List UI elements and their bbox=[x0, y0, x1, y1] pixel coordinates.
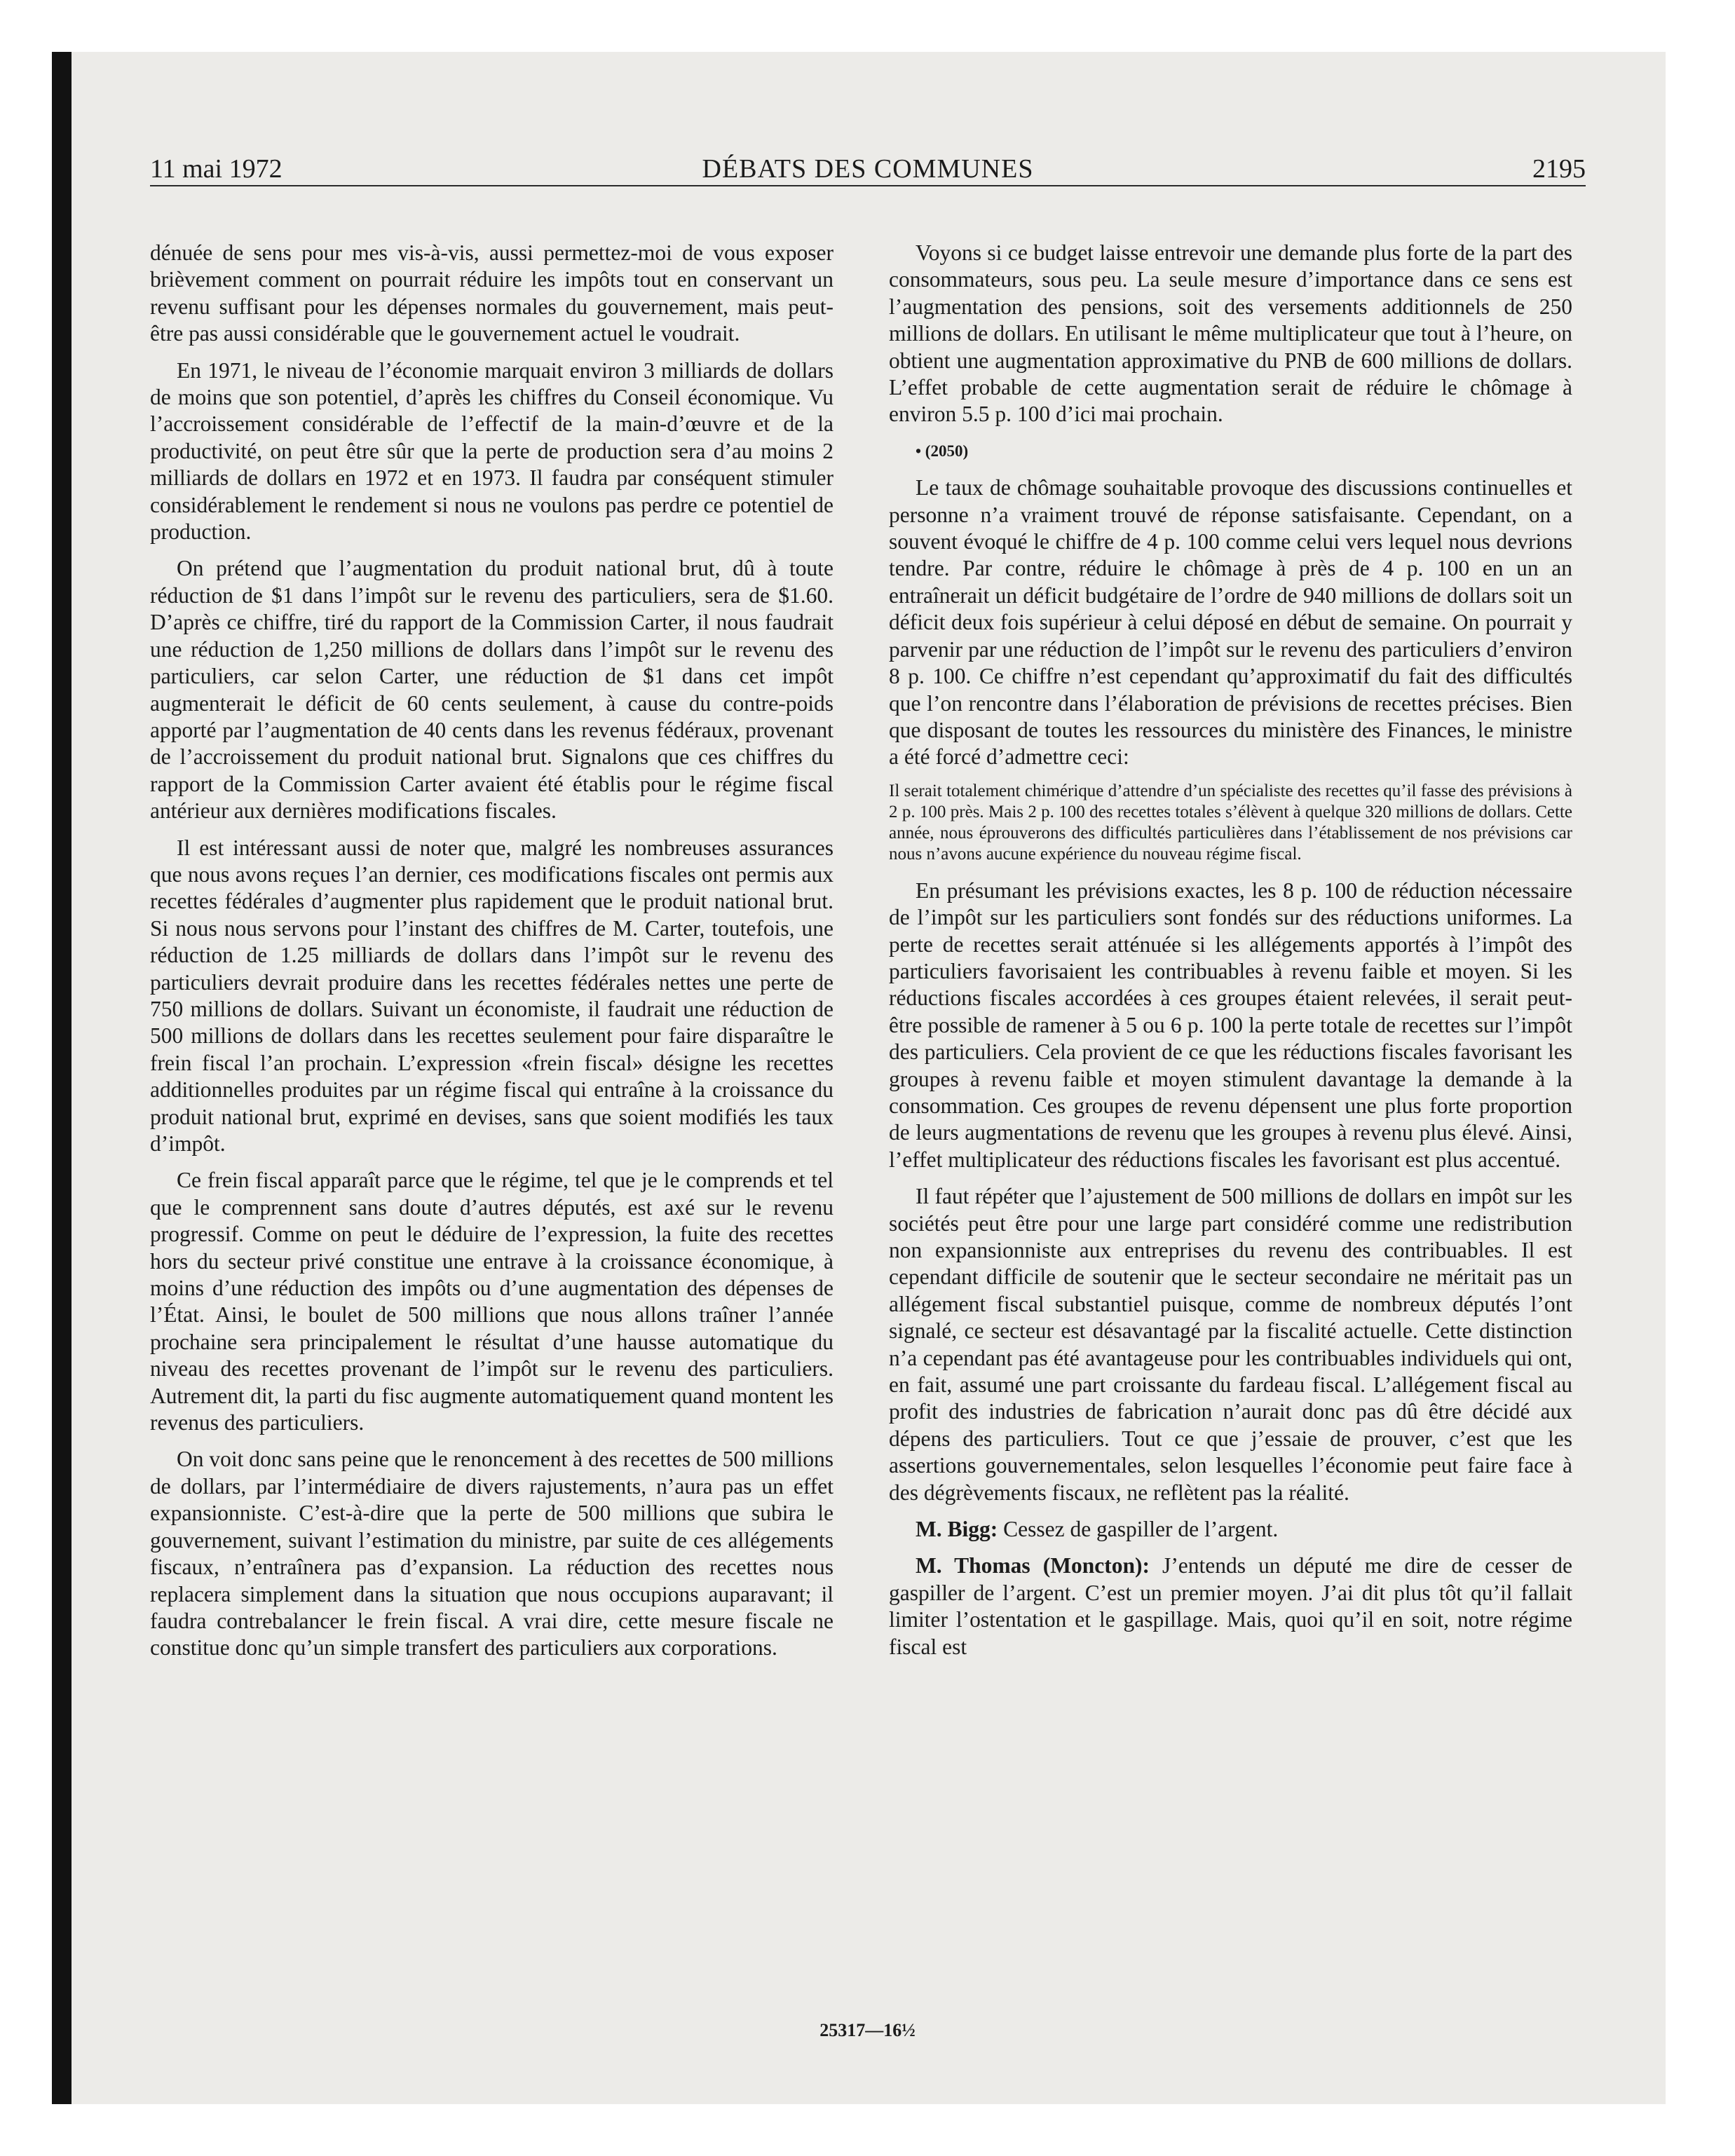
page-footer-signature: 25317—16½ bbox=[819, 2020, 916, 2040]
left-column bbox=[150, 240, 834, 1672]
time-marker: • (2050) bbox=[916, 442, 969, 460]
paragraph: dénuée de sens pour mes vis-à-vis, aussi permettez-moi de vous exposer brièvement comment on pourrait réduire les impôts tout en conservant un revenu suffisant pour les dépenses normales du gouvernement, mais peut-être pas aussi considérable que le gouvernement actuel le voudrait. bbox=[150, 240, 834, 346]
speaker-name: M. Thomas (Moncton): bbox=[916, 1553, 1150, 1578]
speech bbox=[889, 1553, 1572, 1660]
paragraph: Le taux de chômage souhaitable provoque des discussions continuelles et personne n’a vraiment trouvé de réponse satisfaisante. Cependant, on a souvent évoqué le chiffre de 4 p. 100 comme celui vers lequel nous devrions tendre. Par contre, réduire le chômage à près de 4 p. 100 en un an entraînerait un déficit budgétaire de l’ordre de 940 millions de dollars soit un déficit deux fois supérieur à celui déposé en début de semaine. On pourrait y parvenir par une réduction de l’impôt sur le revenu des particuliers d’environ 8 p. 100. Ce chiffre n’est cependant qu’approximatif du fait des difficultés que l’on rencontre dans l’élaboration de prévisions de recettes précises. Bien que disposant de toutes les ressources du ministère des Finances, le ministre a été forcé d’admettre ceci: bbox=[889, 475, 1572, 770]
speech-text: J’entends un député me dire de cesser de gaspiller de l’argent. C’est un premier moyen. J’ai dit plus tôt qu’il fallait limiter l’ostentation et le gaspillage. Mais, quoi qu’il en soit, notre régime fiscal est bbox=[889, 1553, 1572, 1659]
header-date: 11 mai 1972 bbox=[150, 154, 283, 184]
paragraph: Il faut répéter que l’ajustement de 500 millions de dollars en impôt sur les sociétés peut être pour une large part considéré comme une redistribution non expansionniste aux entreprises du revenu des contribuables. Il est cependant difficile de soutenir que le secteur secondaire ne méritait pas un allégement fiscal substantiel puisque, comme de nombreux députés l’ont signalé, ce secteur est désavantagé par la fiscalité actuelle. Cette distinction n’a cependant pas été avantageuse pour les contribuables individuels qui ont, en fait, assumé une part croissante du fardeau fiscal. L’allégement fiscal au profit des industries de fabrication n’aurait donc pas dû être décidé aux dépens des particuliers. Tout ce que j’essaie de prouver, c’est que les assertions gouvernementales, selon lesquelles l’économie peut faire face à des dégrèvements fiscaux, ne reflètent pas la réalité. bbox=[889, 1184, 1572, 1505]
paragraph: Voyons si ce budget laisse entrevoir une demande plus forte de la part des consommateurs, sous peu. La seule mesure d’importance dans ce sens est l’augmentation des pensions, soit des versements additionnels de 250 millions de dollars. En utilisant le même multiplicateur que tout à l’heure, on obtient une augmentation approximative du PNB de 600 millions de dollars. L’effet probable de cette augmentation serait de réduire le chômage à environ 5.5 p. 100 d’ici mai prochain. bbox=[889, 240, 1572, 427]
paragraph: Il est intéressant aussi de noter que, malgré les nombreuses assurances que nous avons reçues l’an dernier, ces modifications fiscales ont permis aux recettes fédérales d’augmenter plus rapidement que le produit national brut. Si nous nous servons pour l’instant des chiffres de M. Carter, toutefois, une réduction de 1.25 milliards de dollars dans l’impôt sur le revenu des particuliers devrait produire dans les recettes fédérales nettes une perte de 750 millions de dollars. Suivant un économiste, il faudrait une réduction de 500 millions de dollars dans les recettes seulement pour faire disparaître le frein fiscal l’an prochain. L’expression «frein fiscal» désigne les recettes additionnelles produites par un régime fiscal qui entraîne à la croissance du produit national brut, exprimé en devises, sans que soient modifiés les taux d’impôt. bbox=[150, 835, 834, 1156]
page-number: 2195 bbox=[1532, 154, 1586, 184]
speech bbox=[889, 1516, 1572, 1543]
paragraph: En 1971, le niveau de l’économie marquait environ 3 milliards de dollars de moins que son potentiel, d’après les chiffres du Conseil économique. Vu l’accroissement considérable de l’effectif de la main-d’œuvre et de la productivité, on peut être sûr que la perte de production sera d’au moins 2 milliards de dollars en 1972 et en 1973. Il faudra par conséquent stimuler considérablement le rendement si nous ne voulons pas perdre ce potentiel de production. bbox=[150, 357, 834, 545]
header-title: DÉBATS DES COMMUNES bbox=[702, 154, 1034, 184]
block-quote: Il serait totalement chimérique d’attendre d’un spécialiste des recettes qu’il fasse des prévisions à 2 p. 100 près. Mais 2 p. 100 des recettes totales s’élèvent à quelque 320 millions de dollars. Cette année, nous éprouverons des difficultés particulières dans l’établissement de nos prévisions car nous n’avons aucune expérience du nouveau régime fiscal. bbox=[889, 781, 1572, 864]
paragraph: Ce frein fiscal apparaît parce que le régime, tel que je le comprends et tel que le comprennent sans doute d’autres députés, est axé sur le revenu progressif. Comme on peut le déduire de l’expression, la fuite des recettes hors du secteur privé constitue une entrave à la croissance économique, à moins d’une réduction des impôts ou d’une augmentation des dépenses de l’État. Ainsi, le boulet de 500 millions que nous allons traîner l’année prochaine sera principalement le résultat d’une hausse automatique du niveau des recettes provenant de l’impôt sur le revenu des particuliers. Autrement dit, la parti du fisc augmente automatiquement quand montent les revenus des particuliers. bbox=[150, 1168, 834, 1435]
page-header bbox=[150, 151, 1586, 186]
paragraph: En présumant les prévisions exactes, les 8 p. 100 de réduction nécessaire de l’impôt sur les particuliers sont fondés sur des réductions uniformes. La perte de recettes serait atténuée si les allégements apportés à l’impôt des particuliers favorisaient les contribuables à revenu faible et moyen. Si les réductions fiscales accordées à ces groupes étaient relevées, il serait peut-être possible de ramener à 5 ou 6 p. 100 la perte totale de recettes sur l’impôt des particuliers. Cela provient de ce que les réductions fiscales favorisant les groupes à revenu faible et moyen stimulent davantage la demande à la consommation. Ces groupes de revenu dépensent une plus forte proportion de leurs augmentations de revenu que les groupes à revenu plus élevé. Ainsi, l’effet multiplicateur des réductions fiscales les favorisant est plus accentué. bbox=[889, 878, 1572, 1172]
speech-text: Cessez de gaspiller de l’argent. bbox=[998, 1517, 1279, 1542]
binding-edge bbox=[52, 52, 72, 2104]
paragraph: On prétend que l’augmentation du produit national brut, dû à toute réduction de $1 dans l’impôt sur le revenu des particuliers, sera de $1.60. D’après ce chiffre, tiré du rapport de la Commission Carter, il nous faudrait une réduction de 1,250 millions de dollars dans l’impôt sur le revenu des particuliers, car selon Carter, une réduction de $1 dans cet impôt augmenterait le déficit de 60 cents seulement, à cause du contre-poids apporté par l’augmentation de 40 cents dans les revenus fédéraux, provenant de l’accroissement du produit national brut. Signalons que ces chiffres du rapport de la Commission Carter avaient été établis pour le régime fiscal antérieur aux dernières modifications fiscales. bbox=[150, 556, 834, 824]
speaker-name: M. Bigg: bbox=[916, 1517, 998, 1542]
header-rule bbox=[150, 185, 1586, 186]
right-column bbox=[889, 240, 1572, 1670]
paragraph: On voit donc sans peine que le renoncement à des recettes de 500 millions de dollars, par l’intermédiaire de divers rajustements, n’aura pas un effet expansionniste. C’est-à-dire que la perte de 500 millions que subira le gouvernement, suivant l’estimation du ministre, par suite de ces allégements fiscaux, n’entraînera pas d’expansion. La réduction des recettes nous replacera simplement dans la situation que nous occupions auparavant; il faudra contrebalancer le frein fiscal. A vrai dire, cette mesure fiscale ne constitue donc qu’un simple transfert des particuliers aux corporations. bbox=[150, 1447, 834, 1660]
